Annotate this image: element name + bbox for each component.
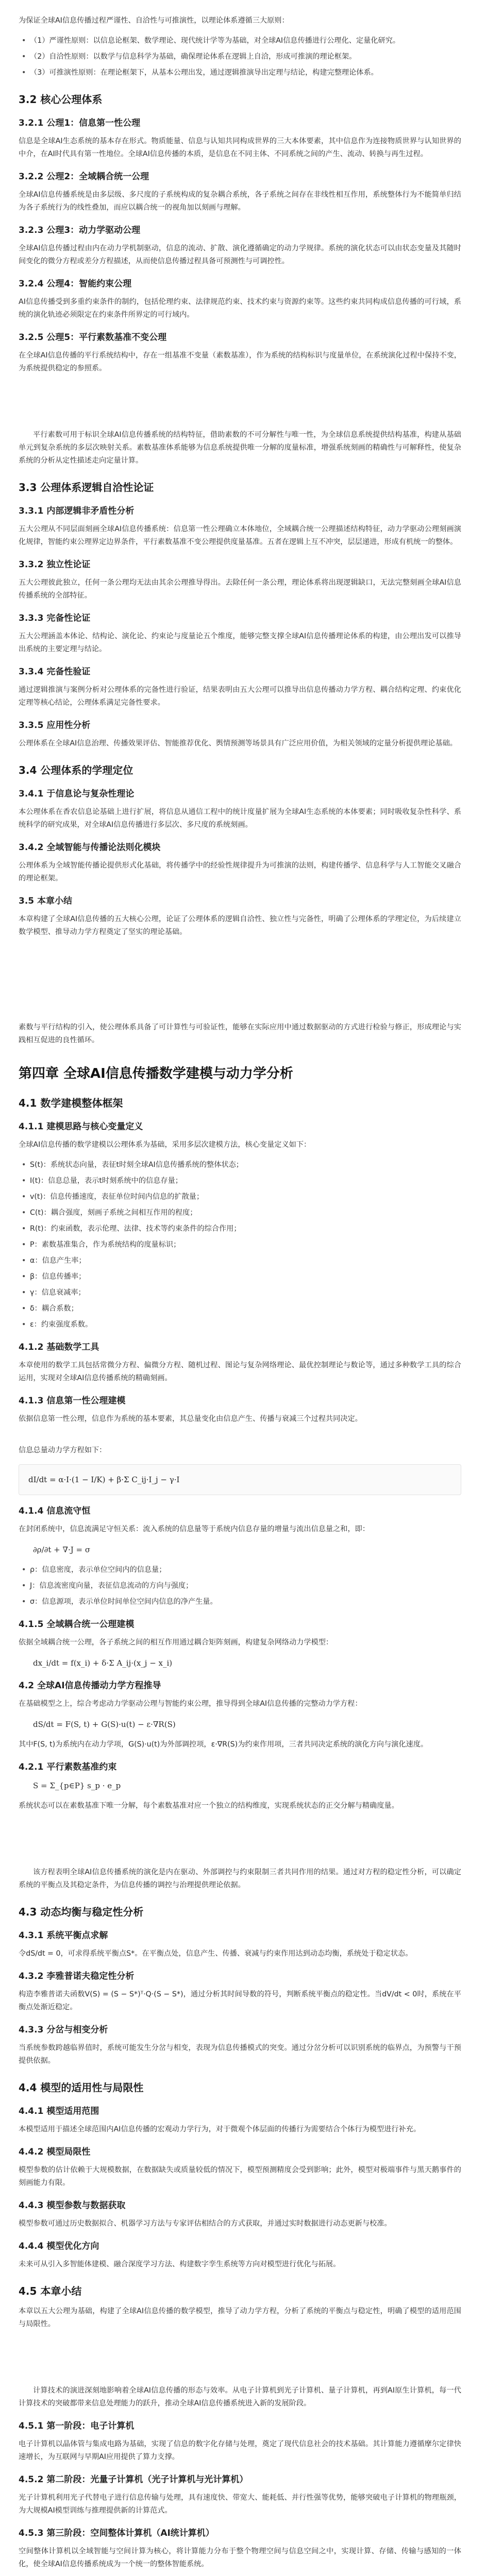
formula: dS/dt = F(S, t) + G(S)·u(t) − ε·∇R(S) xyxy=(33,1720,176,1729)
paragraph: 平行素数可用于标识全球AI信息传播系统的结构特征，借助素数的不可分解性与唯一性，为全球信息系统提供结构基准，构建从基础单元到复杂系统的多层次映射关系。素数基准体系能够为信息系统提供唯一分解的度量标准，增强系统刻画的精确性与可解释性，使复杂系统的分析从定性描述走向定量计算。 xyxy=(19,431,461,465)
subsection-heading: 3.3.3 完备性论证 xyxy=(19,613,91,623)
section-heading: 3.3 公理体系逻辑自洽性论证 xyxy=(19,481,154,494)
subsection-heading: 3.2.4 公理4：智能约束公理 xyxy=(19,279,132,289)
list-item: • （2）自洽性原则：以数学与信息科学为基础，确保理论体系在逻辑上自洽，形成可推演的理论框架。 xyxy=(19,50,461,63)
subsection-heading: 4.1.1 建模思路与核心变量定义 xyxy=(19,1122,143,1132)
list-item: • γ：信息衰减率； xyxy=(19,1286,461,1299)
paragraph: 本章以五大公理为基础，构建了全球AI信息传播的数学模型，推导了动力学方程，分析了系统的平衡点与稳定性，明确了模型的适用范围与局限性。 xyxy=(19,2307,461,2328)
paragraph: 全球AI信息传播的数学建模以公理体系为基础，采用多层次建模方法，核心变量定义如下： xyxy=(19,1141,311,1149)
list-item: • δ：耦合系数； xyxy=(19,1302,461,1315)
formula: dx_i/dt = f(x_i) + δ·Σ A_ij·(x_j − x_i) xyxy=(33,1658,173,1668)
paragraph: 该方程表明全球AI信息传播系统的演化是内在驱动、外部调控与约束限制三者共同作用的结果。通过对方程的稳定性分析，可以确定系统的平衡点及其稳定条件，为信息传播的调控与治理提供理论依据。 xyxy=(19,1868,461,1889)
subsection-heading: 3.2.1 公理1：信息第一性公理 xyxy=(19,118,141,128)
paragraph: 五大公理涵盖本体论、结构论、演化论、约束论与度量论五个维度，能够完整支撑全球AI信息传播理论体系的构建，由公理出发可以推导出系统的主要定理与结论。 xyxy=(19,632,461,653)
section-heading: 4.1 数学建模整体框架 xyxy=(19,1097,123,1109)
paragraph: 在全球AI信息传播的平行系统结构中，存在一组基准不变量（素数基准），作为系统的结构标识与度量单位，在系统演化过程中保持不变，为系统提供稳定的参照系。 xyxy=(19,351,461,372)
subsection-heading: 3.5 本章小结 xyxy=(19,896,73,906)
formula: S = Σ_{p∈P} s_p · e_p xyxy=(33,1781,121,1790)
subsection-heading: 4.1.3 信息第一性公理建模 xyxy=(19,1396,126,1406)
paragraph: 在封闭系统中，信息流满足守恒关系：流入系统的信息量等于系统内信息存量的增量与流出信息量之和，即： xyxy=(19,1525,370,1533)
principles-list xyxy=(19,35,461,79)
subsection-heading: 4.5.2 第二阶段：光量子计算机（光子计算机与光计算机） xyxy=(19,2475,248,2485)
list-item: • P：素数基准集合，作为系统结构的度量标识； xyxy=(19,1239,461,1251)
paragraph: 本章使用的数学工具包括常微分方程、偏微分方程、随机过程、图论与复杂网络理论、最优控制理论与数论等，通过多种数学工具的综合运用，实现对全球AI信息传播系统的精确刻画。 xyxy=(19,1361,461,1382)
paragraph: 依据全域耦合统一公理，各子系统之间的相互作用通过耦合矩阵刻画，构建复杂网络动力学模型： xyxy=(19,1638,333,1647)
subsection-heading: 3.2.3 公理3：动力学驱动公理 xyxy=(19,225,141,235)
subsection-heading: 4.1.5 全域耦合统一公理建模 xyxy=(19,1619,135,1630)
list-item: • （3）可推演性原则：在理论框架下，从基本公理出发，通过逻辑推演导出定理与结论，构建完整理论体系。 xyxy=(19,66,461,79)
subsection-heading: 3.2.2 公理2：全域耦合统一公理 xyxy=(19,172,149,182)
paragraph: 依据信息第一性公理，信息作为系统的基本要素，其总量变化由信息产生、传播与衰减三个过程共同决定。 xyxy=(19,1415,362,1423)
chapter-heading: 第四章 全球AI信息传播数学建模与动力学分析 xyxy=(19,1066,293,1081)
paragraph: 模型参数可通过历史数据拟合、机器学习方法与专家评估相结合的方式获取，并通过实时数据进行动态更新与校准。 xyxy=(19,2219,392,2228)
document-body xyxy=(19,14,461,2576)
paragraph: 系统状态可以在素数基准下唯一分解，每个素数基准对应一个独立的结构维度，实现系统状态的正交分解与精确度量。 xyxy=(19,1802,399,1810)
subsection-heading: 4.2 全球AI信息传播动力学方程推导 xyxy=(19,1681,161,1691)
subsection-heading: 4.1.4 信息流守恒 xyxy=(19,1506,91,1516)
paragraph: 在基础模型之上，综合考虑动力学驱动公理与智能约束公理，推导得到全球AI信息传播的完整动力学方程： xyxy=(19,1700,362,1708)
list-item: • S(t)：系统状态向量，表征t时刻全球AI信息传播系统的整体状态； xyxy=(19,1159,461,1172)
subsection-heading: 4.5.1 第一阶段：电子计算机 xyxy=(19,2421,135,2431)
subsection-heading: 3.3.1 内部逻辑非矛盾性分析 xyxy=(19,506,135,516)
subsection-heading: 3.3.5 应用性分析 xyxy=(19,720,91,731)
paragraph: 全球AI信息传播过程由内在动力学机制驱动，信息的流动、扩散、演化遵循确定的动力学规律。系统的演化状态可以由状态变量及其随时间变化的微分方程或差分方程描述，从而使信息传播过程具备可预测性与可调控性。 xyxy=(19,244,461,265)
principles-intro: 为保证全球AI信息传播过程严谨性、自洽性与可推演性，以理论体系遵循三大原则： xyxy=(19,16,289,25)
list-item: • α：信息产生率； xyxy=(19,1255,461,1267)
subsection-heading: 4.4.2 模型局限性 xyxy=(19,2147,91,2157)
section-heading: 3.2 核心公理体系 xyxy=(19,93,103,106)
list-item: • J：信息流密度向量，表征信息流动的方向与强度； xyxy=(19,1580,461,1592)
subsection-heading: 3.3.2 独立性论证 xyxy=(19,560,91,570)
paragraph: 素数与平行结构的引入，使公理体系具备了可计算性与可验证性，能够在实际应用中通过数据驱动的方式进行检验与修正，形成理论与实践相互促进的良性循环。 xyxy=(19,1023,461,1044)
paragraph: 信息总量动力学方程如下： xyxy=(19,1446,107,1454)
paragraph: 五大公理彼此独立，任何一条公理均无法由其余公理推导得出。去除任何一条公理，理论体系将出现逻辑缺口，无法完整刻画全球AI信息传播系统的全部特征。 xyxy=(19,579,461,600)
paragraph: 全球AI信息传播系统是由多层级、多尺度的子系统构成的复杂耦合系统，各子系统之间存在非线性相互作用，系统整体行为不能简单归结为各子系统行为的线性叠加，而应以耦合统一的视角加以刻画与理解。 xyxy=(19,191,461,212)
paragraph: AI信息传播受到多重约束条件的制约，包括伦理约束、法律规范约束、技术约束与资源约束等。这些约束共同构成信息传播的可行域，系统的演化轨迹必须限定在约束条件所界定的可行域内。 xyxy=(19,298,461,319)
formula: ∂ρ/∂t + ∇·J = σ xyxy=(33,1545,91,1554)
subsection-heading: 3.4.2 全域智能与传播论法则化模块 xyxy=(19,842,161,853)
list-item: • I(t)：信息总量，表示t时刻系统中的信息存量； xyxy=(19,1175,461,1188)
paragraph: 本公理体系在香农信息论基础上进行扩展，将信息从通信工程中的统计度量扩展为全球AI生态系统的本体要素；同时吸收复杂性科学、系统科学的研究成果，对全球AI信息传播进行多层次、多尺度的系统刻画。 xyxy=(19,808,461,829)
list-item: • v(t)：信息传播速度，表征单位时间内信息的扩散量； xyxy=(19,1191,461,1204)
subsection-heading: 4.2.1 平行素数基准约束 xyxy=(19,1762,117,1772)
subsection-heading: 4.4.1 模型适用范围 xyxy=(19,2106,99,2116)
paragraph: 令dS/dt = 0，可求得系统平衡点S*。在平衡点处，信息产生、传播、衰减与约束作用达到动态均衡，系统处于稳定状态。 xyxy=(19,1950,413,1958)
paragraph: 其中F(S, t)为系统内在动力学项，G(S)·u(t)为外部调控项，ε·∇R(S)为约束作用项，三者共同决定系统的演化方向与演化速度。 xyxy=(19,1740,428,1749)
subsection-heading: 4.4.4 模型优化方向 xyxy=(19,2241,99,2251)
paragraph: 空间整体计算机以全域智能与空间计算为核心，将计算能力分布于整个物理空间与信息空间之中，实现计算、存储、传输与感知的一体化，使全球AI信息传播系统成为一个统一的整体智能系统。 xyxy=(19,2547,461,2568)
variable-list xyxy=(19,1159,461,1331)
list-item: • β：信息传播率； xyxy=(19,1270,461,1283)
paragraph: 五大公理从不同层面刻画全球AI信息传播系统：信息第一性公理确立本体地位，全域耦合统一公理描述结构特征，动力学驱动公理刻画演化规律，智能约束公理界定边界条件，平行素数基准不变公理提供度量基准。五者在逻辑上互不冲突，层层递进，形成有机统一的整体。 xyxy=(19,525,461,546)
section-heading: 3.4 公理体系的学理定位 xyxy=(19,764,133,776)
subsection-heading: 4.3.2 李雅普诺夫稳定性分析 xyxy=(19,1971,135,1981)
paragraph: 未来可从引入多智能体建模、融合深度学习方法、构建数字孪生系统等方向对模型进行优化与拓展。 xyxy=(19,2260,341,2268)
paragraph: 计算技术的演进深刻地影响着全球AI信息传播的形态与效率。从电子计算机到光子计算机、量子计算机，再到AI原生计算机，每一代计算技术的突破都带来信息处理能力的跃升，推动全球AI信息传播系统进入新的发展阶段。 xyxy=(19,2386,461,2408)
section-heading: 4.3 动态均衡与稳定性分析 xyxy=(19,1906,144,1918)
list-item: • σ：信息源项，表示单位时间单位空间内信息的净产生量。 xyxy=(19,1596,461,1608)
paragraph: 通过逻辑推演与案例分析对公理体系的完备性进行验证，结果表明由五大公理可以推导出信息传播动力学方程、耦合结构定理、约束优化定理等核心结论，公理体系满足完备性要求。 xyxy=(19,686,461,707)
subsection-heading: 4.5.3 第三阶段：空间整体计算机（AI统计算机） xyxy=(19,2528,214,2538)
list-item: • C(t)：耦合强度，刻画子系统之间相互作用的程度； xyxy=(19,1207,461,1219)
subsection-heading: 3.4.1 于信息论与复杂性理论 xyxy=(19,789,135,799)
paragraph: 光子计算机利用光子代替电子进行信息传输与处理，具有速度快、带宽大、能耗低、并行性强等优势，能够突破电子计算机的物理瓶颈，为大规模AI模型训练与推理提供新的计算范式。 xyxy=(19,2494,461,2515)
list-item: • ρ：信息密度，表示单位空间内的信息量； xyxy=(19,1564,461,1577)
formula-block xyxy=(19,1464,461,1495)
list-item: • （1）严谨性原则：以信息论框架、数学理论、现代统计学等为基础，对全球AI信息传播进行公理化、定量化研究。 xyxy=(19,35,461,47)
subsection-heading: 4.3.3 分岔与相变分析 xyxy=(19,2025,108,2035)
section-heading: 4.4 模型的适用性与局限性 xyxy=(19,2081,144,2094)
paragraph: 本模型适用于描述全球范围内AI信息传播的宏观动力学行为，对于微观个体层面的传播行为需要结合个体行为模型进行补充。 xyxy=(19,2125,421,2133)
paragraph: 电子计算机以晶体管与集成电路为基础，实现了信息的数字化存储与处理，奠定了现代信息社会的技术基础。其计算能力遵循摩尔定律快速增长，为互联网与早期AI应用提供了算力支撑。 xyxy=(19,2440,461,2461)
paragraph: 模型参数的估计依赖于大规模数据，在数据缺失或质量较低的情况下，模型预测精度会受到影响；此外，模型对极端事件与黑天鹅事件的刻画能力有限。 xyxy=(19,2166,461,2187)
paragraph: 信息是全球AI生态系统的基本存在形式。物质能量、信息与认知共同构成世界的三大本体要素，其中信息作为连接物质世界与认知世界的中介，在AI时代具有第一性地位。全球AI信息传播的本质，是信息在不同主体、不同系统之间的产生、流动、转换与再生过程。 xyxy=(19,137,461,158)
subsection-heading: 4.3.1 系统平衡点求解 xyxy=(19,1930,108,1941)
paragraph: 当系统参数跨越临界值时，系统可能发生分岔与相变，表现为信息传播模式的突变。通过分岔分析可以识别系统的临界点，为预警与干预提供依据。 xyxy=(19,2044,461,2065)
symbol-list xyxy=(19,1564,461,1608)
paragraph: 构造李雅普诺夫函数V(S) = (S − S*)ᵀ·Q·(S − S*)，通过分析其时间导数的符号，判断系统平衡点的稳定性。当dV/dt < 0时，系统在平衡点处渐近稳定。 xyxy=(19,1990,461,2011)
subsection-heading: 3.3.4 完备性验证 xyxy=(19,667,91,677)
list-item: • R(t)：约束函数，表示伦理、法律、技术等约束条件的综合作用； xyxy=(19,1223,461,1235)
paragraph: 本章构建了全球AI信息传播的五大核心公理，论证了公理体系的逻辑自洽性、独立性与完备性，明确了公理体系的学理定位，为后续建立数学模型、推导动力学方程奠定了坚实的理论基础。 xyxy=(19,915,461,936)
subsection-heading: 3.2.5 公理5：平行素数基准不变公理 xyxy=(19,332,167,343)
subsection-heading: 4.1.2 基础数学工具 xyxy=(19,1342,99,1352)
list-item: • ε：约束强度系数。 xyxy=(19,1318,461,1331)
paragraph: 公理体系在全球AI信息治理、传播效果评估、智能推荐优化、舆情预测等场景具有广泛应用价值，为相关领域的定量分析提供理论基础。 xyxy=(19,739,457,748)
formula: dI/dt = α·I·(1 − I/K) + β·Σ C_ij·I_j − γ·I xyxy=(28,1475,180,1484)
section-heading: 4.5 本章小结 xyxy=(19,2285,82,2297)
paragraph: 公理体系为全域智能传播论提供形式化基础，将传播学中的经验性规律提升为可推演的法则，构建传播学、信息科学与人工智能交叉融合的理论框架。 xyxy=(19,861,461,883)
subsection-heading: 4.4.3 模型参数与数据获取 xyxy=(19,2200,126,2211)
